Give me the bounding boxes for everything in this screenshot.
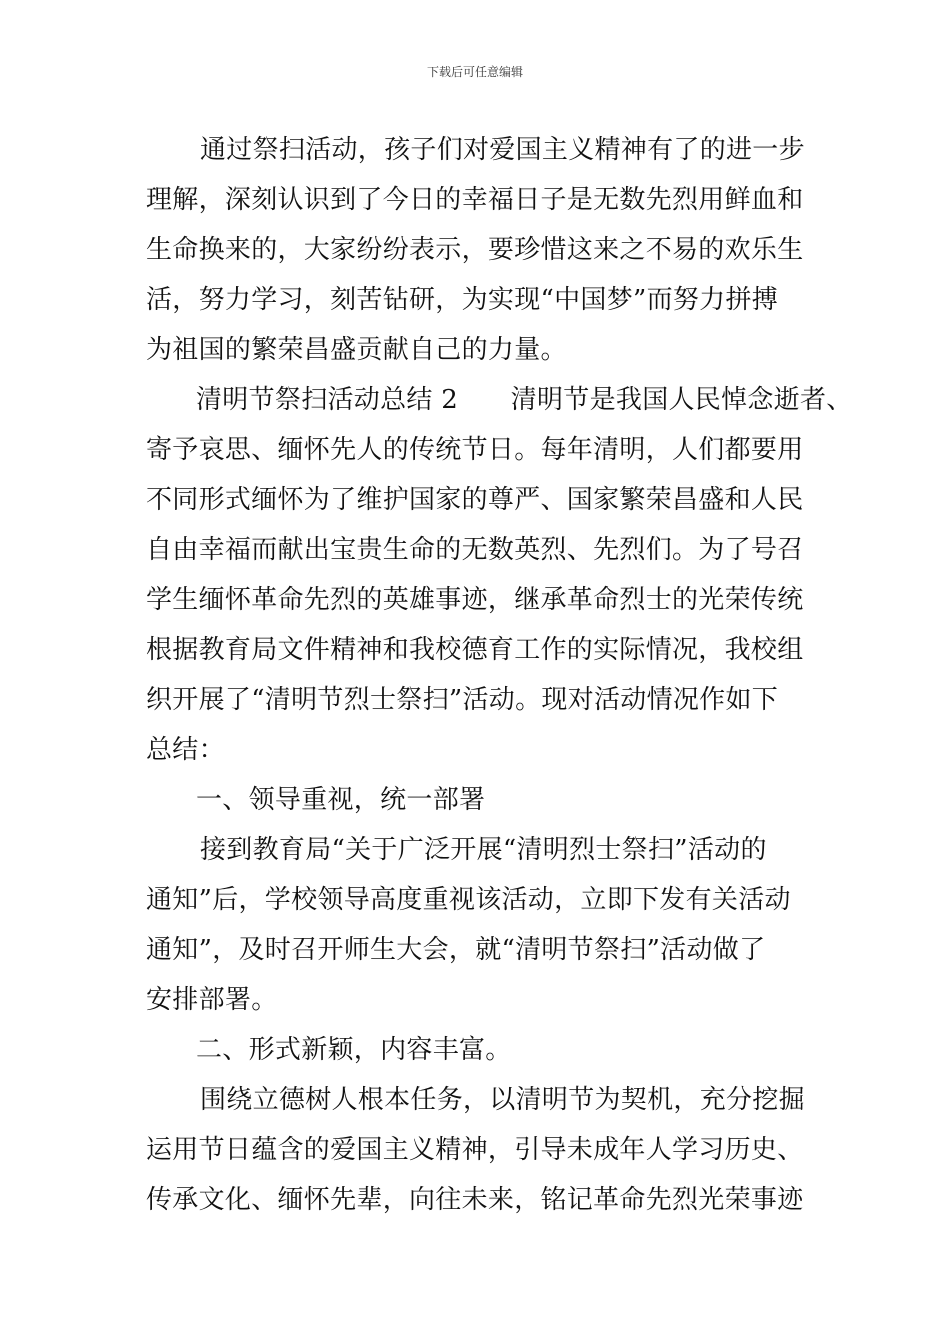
- text-line: 接到教育局“关于广泛开展“清明烈士祭扫”活动的: [200, 835, 767, 865]
- text-line: 运用节日蕴含的爱国主义精神，引导未成年人学习历史、: [146, 1135, 804, 1165]
- text-line: 通知”，及时召开师生大会，就“清明节祭扫”活动做了: [146, 935, 766, 965]
- text-line: 围绕立德树人根本任务，以清明节为契机，充分挖掘: [200, 1085, 805, 1115]
- text-line: 通知”后，学校领导高度重视该活动，立即下发有关活动: [146, 885, 791, 915]
- text-line: 总结：: [146, 735, 225, 765]
- text-line: 自由幸福而献出宝贵生命的无数英烈、先烈们。为了号召: [146, 535, 804, 565]
- text-line: 理解，深刻认识到了今日的幸福日子是无数先烈用鲜血和: [146, 185, 804, 215]
- text-line: 安排部署。: [146, 985, 278, 1015]
- text-line: 活，努力学习，刻苦钻研，为实现“中国梦”而努力拼搏: [146, 285, 779, 315]
- text-line: 学生缅怀革命先烈的英雄事迹，继承革命烈士的光荣传统: [146, 585, 804, 615]
- heading-format: 二、形式新颖，内容丰富。: [196, 1035, 512, 1065]
- text-line: 根据教育局文件精神和我校德育工作的实际情况，我校组: [146, 635, 804, 665]
- section-title-line: 清明节祭扫活动总结 2 清明节是我国人民悼念逝者、: [196, 385, 853, 415]
- heading-leadership: 一、领导重视，统一部署: [196, 785, 486, 815]
- text-line: 传承文化、缅怀先辈，向往未来，铭记革命先烈光荣事迹: [146, 1185, 804, 1215]
- page-header: 下载后可任意编辑: [426, 65, 523, 79]
- text-line: 生命换来的，大家纷纷表示，要珍惜这来之不易的欢乐生: [146, 235, 804, 265]
- text-line: 为祖国的繁荣昌盛贡献自己的力量。: [146, 335, 567, 365]
- text-line: 寄予哀思、缅怀先人的传统节日。每年清明，人们都要用: [146, 435, 804, 465]
- text-line: 不同形式缅怀为了维护国家的尊严、国家繁荣昌盛和人民: [146, 485, 804, 515]
- text-line: 织开展了“清明节烈士祭扫”活动。现对活动情况作如下: [146, 685, 779, 715]
- text-line: 通过祭扫活动，孩子们对爱国主义精神有了的进一步: [200, 135, 805, 165]
